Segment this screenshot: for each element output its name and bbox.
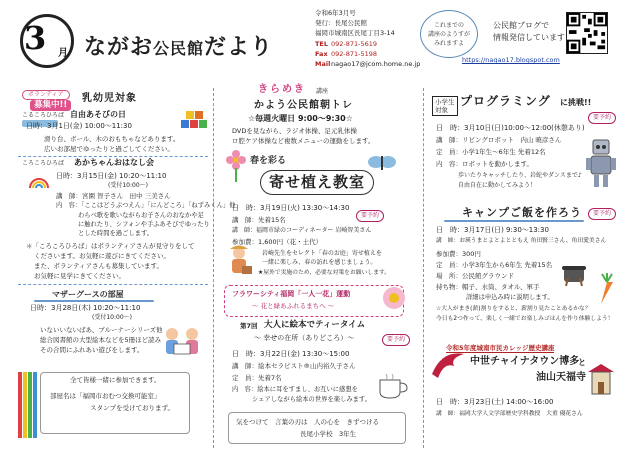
- rainbow-decoration-icon: [16, 370, 40, 440]
- event-teacher: 講 師：宮園 智子さん 田中 三美さん: [56, 192, 171, 200]
- qr-code-icon[interactable]: [566, 12, 608, 54]
- event-content: とした時間を過ごします。: [78, 230, 154, 237]
- event-date: 日時：3月15日(金) 10:20～11:10: [56, 172, 167, 180]
- cooking-pot-icon: [560, 258, 588, 288]
- blog-bubble: これまでの 講座のようすが みれますよ: [420, 10, 478, 58]
- robot-icon: [584, 138, 618, 190]
- reservation-badge: 要予約: [356, 210, 384, 222]
- contact-info: 令和6年3月号 発行：長尾公民館 福岡市城南区長尾丁目3-14 TEL 092-871-5619 Fax 092-871-5198 Mailnagao17@jcom.home.ne.jp: [315, 9, 421, 69]
- reservation-badge: 要予約: [588, 112, 616, 124]
- p-desc: 歩いたりキャッチしたり、岩蛇やダンスまで♪: [458, 172, 582, 179]
- footer-note: 部屋名は「福岡市おむつ交換可能室」: [50, 392, 161, 400]
- history-title-to: と: [578, 358, 586, 367]
- rainbow-icon: [28, 170, 50, 190]
- tea-date: 日 時：3月22日(金) 13:30～15:00: [232, 350, 350, 358]
- temple-icon: [586, 360, 616, 400]
- ys-desc: 岩崎先生をセレクト「春のお庭」寄せ植えを: [262, 250, 382, 257]
- c-place: 場 所：公民館グラウンド: [436, 272, 514, 280]
- section-title-infants: 乳幼児対象: [82, 93, 137, 104]
- title-underline: [444, 220, 584, 222]
- flower-campaign-title: フラワーシティ福岡「一人一花」運動: [232, 290, 351, 298]
- yoga-title: かよう公民館朝トレ: [254, 100, 353, 111]
- ys-teacher: 講 師：福岡市緑のコーディネーター 岩崎智美さん: [232, 227, 372, 234]
- motto-author: 長尾小学校 3年生: [300, 430, 357, 438]
- newsletter-title: ながお公民館だより: [84, 35, 274, 60]
- history-title-line2: 油山天福寺: [536, 372, 586, 383]
- p-desc: 自由自在に動かしてみよう！: [458, 182, 537, 189]
- event-tag: こるころひろば: [22, 112, 65, 119]
- carrot-icon: [596, 272, 618, 306]
- motto-text: 気をつけて 言葉の刃は 人の心を きずつける: [236, 418, 379, 426]
- tea-sub: ～ 幸せの在所（ありどころ）～: [254, 334, 355, 342]
- event-desc: 総合図書館の大型絵本などを5冊ほど読み: [40, 336, 162, 344]
- c-fee: 参加費：300円: [436, 250, 481, 258]
- tea-number: 第7回: [240, 322, 258, 330]
- month-number: 3: [24, 19, 47, 57]
- c-date: 日 時：3月17日(日) 9:30～13:30: [436, 226, 549, 234]
- event-desc: いないいないばあ、ブルーナーシリーズ他: [40, 326, 163, 334]
- event-date: 日時：3月1日(金) 10:00～11:30: [26, 122, 132, 130]
- volunteer-note: また、ボランティアさんも募集しています。: [34, 262, 163, 270]
- camp-title: キャンプご飯を作ろう: [462, 206, 582, 219]
- recruit-label: 募集中!!: [30, 100, 71, 111]
- flower-campaign-sub: ～ 花と緑あふれるまちへ ～: [252, 302, 335, 310]
- toy-blocks-icon: [180, 108, 208, 130]
- footer-note: スタンプを受けておりまず。: [90, 404, 174, 412]
- history-title-line1: 中世チャイナタウン博多: [470, 356, 580, 367]
- c-desc: ☆大人がまき(薪)割りをすると、薪割り見たことあるかな？: [436, 306, 591, 312]
- event-content: わらべ歌を歌いながらお子さんのおなかや足: [78, 212, 204, 219]
- volunteer-badge: ボランティア: [22, 90, 70, 100]
- tea-content: 内 容：絵本に耳をすまし、お互いに感想を: [232, 386, 358, 393]
- program-target: 小学生 対象: [432, 96, 458, 116]
- event-tag: ころころひろば: [22, 160, 65, 167]
- ys-note: ★屋外で実施のため、必要な対策をお願いします。: [258, 270, 391, 276]
- title-underline: [34, 300, 154, 302]
- month-label: 月: [58, 48, 68, 59]
- yoga-desc: ロ腔ケア体操など複数メニューの運動をします。: [232, 137, 375, 145]
- event-desc: その合間にふれあい遊びをします。: [40, 346, 144, 354]
- event-title: マザーグースの部屋: [52, 290, 124, 299]
- kirameki-label: きらめき: [258, 84, 306, 95]
- spring-label: 春を彩る: [250, 156, 287, 166]
- c-bring: 持ち物：帽子、水筒、タオル、軍手: [436, 283, 540, 291]
- h-teacher: 講 師：福岡大学人文学部歴史学科教授 大重 優花さん: [436, 411, 583, 417]
- tea-capacity: 定 員：先着7名: [232, 374, 282, 382]
- c-bring-note: 詳細は申込み時に説明します。: [466, 294, 554, 301]
- event-title: あかちゃんおはなし会: [74, 158, 154, 167]
- event-reception: (受付10:00～): [108, 182, 148, 189]
- p-date: 日 時：3月10日(日)10:00～12:00(休憩あり): [436, 124, 585, 132]
- c-desc: 今日も2つ作って、楽しく一緒でお楽しみゴはんを作り体験しよう！: [436, 316, 614, 322]
- tea-content: シェアしながら絵本の世界を楽しみます。: [252, 396, 372, 403]
- event-date: 日時：3月28日(木) 10:20～11:10: [30, 304, 141, 312]
- history-badge: 令和5年度城南市民カレッジ歴史講座: [446, 344, 555, 352]
- p-content: 内 容：ロボットを動かします。: [436, 160, 533, 168]
- gardener-icon: [222, 244, 256, 276]
- c-capacity: 定 員：小学3年生から6年生 先着15名: [436, 261, 553, 269]
- tea-title: 大人に絵本でティータイム: [264, 320, 366, 330]
- divider: [18, 284, 208, 285]
- event-content: 内 容：「ここはどうぶつえん」「にんどころ」「ねずみくん」他: [56, 202, 236, 209]
- motto-box: [228, 412, 406, 444]
- kouza-label: 講座: [316, 88, 329, 95]
- butterfly-icon: [366, 150, 398, 184]
- event-reception: (受付10:00～): [92, 314, 132, 321]
- event-desc: 滑り台、ボール、木のおもちゃなどあります。: [44, 135, 180, 143]
- footer-note: 全て皆様一緒に参加できます。: [70, 376, 161, 384]
- flower-decoration-icon: [222, 150, 250, 184]
- volunteer-note: ＊「ころころひろば」はボランティアさんが見守りをして: [26, 242, 195, 250]
- yoga-desc: DVDを見ながら、ラジオ体操、足元乳体操: [232, 127, 357, 135]
- p-capacity: 定 員：小学1年生～6年生 先着12名: [436, 148, 546, 156]
- teacup-icon: [376, 370, 410, 402]
- blog-url-link[interactable]: https://nagao17.blogspot.com: [462, 56, 560, 64]
- tea-teacher: 講 師：絵本セラピスト®山内裕久子さん: [232, 362, 356, 370]
- reservation-badge: 要予約: [382, 334, 410, 346]
- volunteer-note: くださいます。お気軽に遊びにきてください。: [34, 252, 170, 260]
- flower-logo-icon: [382, 286, 406, 310]
- children-reading-icon: [160, 324, 204, 360]
- event-title: 自由あそびの日: [70, 110, 126, 119]
- ys-desc: 一緒に楽しみ、春の訪れを感じましょう。: [262, 259, 377, 266]
- yose-title: 寄せ植え教室: [260, 170, 374, 195]
- event-content: に触れたり、シフォンや手ふあそびでゆったり: [78, 221, 210, 228]
- volunteer-note: お気軽に見学にきてください。: [34, 272, 125, 280]
- ys-capacity: 講 師：先着15名: [232, 216, 286, 224]
- column-divider: [423, 88, 424, 448]
- c-teacher: 講 師：お瑛うまとよとよとともえ 角田賢三さん、角田愛美さん: [436, 238, 607, 244]
- p-teacher: 講 師：リビングロボット 内山 暁彦さん: [436, 136, 562, 144]
- event-desc: 広いお部屋でゆったりと過ごしてください。: [44, 145, 174, 153]
- blog-info: 公民館ブログで 情報発信しています: [493, 21, 565, 42]
- divider: [18, 156, 208, 157]
- h-date: 日 時：3月23日(土) 14:00～16:00: [436, 398, 554, 406]
- ys-fee: 参加費：1,600円（花・土代）: [232, 238, 323, 246]
- programming-sub: に挑戦!!: [560, 98, 592, 107]
- column-divider: [213, 88, 214, 448]
- reservation-badge: 要予約: [588, 208, 616, 220]
- yoga-time: ☆毎週火曜日 9:00～9:30☆: [248, 114, 353, 123]
- programming-title: プログラミング: [460, 94, 551, 108]
- phoenix-icon: [428, 344, 468, 384]
- ys-date: 日 時：3月19日(火) 13:30～14:30: [232, 204, 350, 212]
